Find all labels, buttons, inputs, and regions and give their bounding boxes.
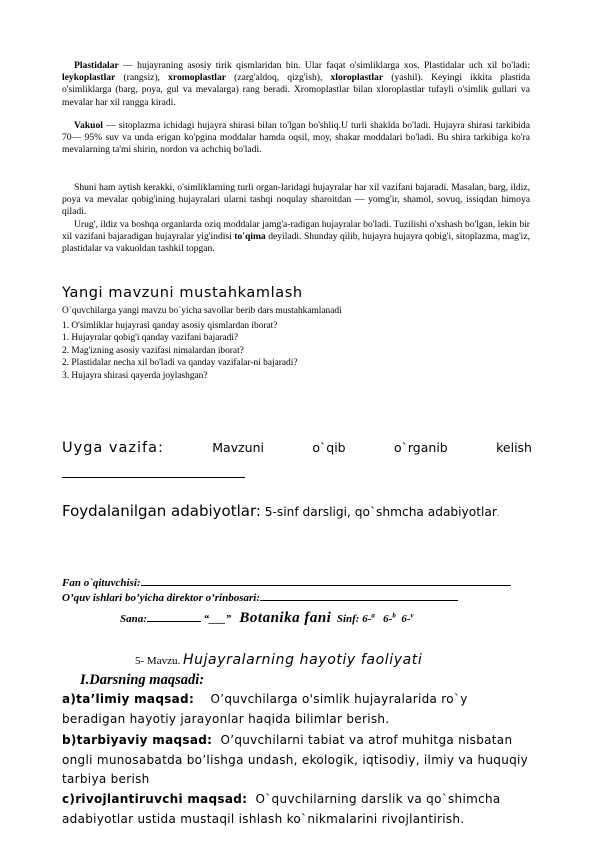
tarbiyaviy-label: b)tarbiyaviy maqsad:: [62, 733, 213, 747]
sinf-label: Sinf:: [336, 613, 360, 625]
uyga-vazifa-word: Mavzuni: [212, 440, 264, 455]
section-heading-yangi-mavzu: Yangi mavzuni mustahkamlash: [62, 285, 303, 301]
fan-oqituvchisi-line: [62, 575, 511, 589]
sana-label: Sana:: [120, 613, 147, 625]
paragraph-text: (zarg'aldoq, qizg'ish),: [226, 72, 331, 84]
paragraph-text: (yashil). Keyingi ikkita plastida o'simliklarga (barg, poya, gul va mevalarga) rang beradi. Xromoplastlar bilan xloroplastlar tufayli o'simlik gullari va mevalar har xil rangga kiradi.: [62, 72, 530, 108]
foydalanilgan-label: Foydalanilgan adabiyotlar:: [62, 502, 261, 520]
paragraph-urug: [62, 219, 530, 256]
question-item: 2. Mag'izning asosiy vazifasi nimalardan iborat?: [62, 345, 244, 356]
uyga-vazifa-word: o`qib: [312, 440, 346, 455]
uyga-vazifa-word: o`rganib: [393, 440, 448, 455]
questions-intro: O`quvchilarga yangi mavzu bo`yicha savollar berib dars mustahkamlanadi: [62, 306, 342, 316]
paragraph-vakuol: [62, 120, 530, 157]
oquv-ishlari-line: [62, 590, 458, 604]
class-b: 6-: [383, 613, 393, 625]
class-a: 6-: [362, 613, 372, 625]
paragraph-shuni: Shuni ham aytish kerakki, o'simliklarning turli organ-laridagi hujayralar har xil vazifani bajaradi. Masalan, barg, ildiz, poya va mevalar qobig'ining hujayralari ularni tashqi noqulay sharoitdan — yomg'ir, shamol, sovuq, issiqdan himoya qiladi.: [62, 182, 530, 218]
questions-list: [62, 320, 298, 382]
uyga-vazifa-line: [62, 440, 532, 456]
paragraph-text: deyiladi. Shunday qilib, hujayra hujayra qobig'i, sitoplazma, mag'iz, plastidalar va vakuoldan tashkil topgan.: [62, 231, 530, 255]
rivojlantiruvchi-text: O`quvchilarning darslik va qo`shimcha adabiyotlar ustida mustaqil ishlash ko`nikmalarini rivojlantirish.: [62, 792, 501, 826]
term-xromoplastlar: xromoplastlar: [168, 72, 227, 84]
talimiy-text: O’quvchilarga o'simlik hujayralarida ro`y beradigan hayotiy jarayonlar haqida bilimlar berish.: [62, 692, 468, 726]
talimiy-maqsad: [62, 690, 532, 729]
class-v: 6-: [401, 613, 411, 625]
question-item: 2. Plastidalar necha xil bo'ladi va qanday vazifalar-ni bajaradi?: [62, 358, 298, 369]
uyga-vazifa-label: Uyga vazifa:: [62, 440, 164, 456]
class-b-sup: b: [392, 611, 396, 620]
class-a-sup: a: [371, 611, 375, 620]
foydalanilgan-adabiyotlar: [62, 500, 532, 525]
question-item: 1. O'simliklar hujayrasi qanday asosiy qismlardan iborat?: [62, 321, 278, 331]
signature-blank: [260, 590, 458, 601]
class-v-sup: v: [410, 611, 414, 620]
tarbiyaviy-maqsad: [62, 731, 532, 790]
date-blank: [147, 611, 201, 622]
paragraph-text: Urug', ildiz va boshqa organlarda oziq moddalar jamg'a-radigan hujayralar bo'ladi. Tuzilishi o'xshash bo'lgan, lekin bir xil vazifani bajaradigan hujayralar yig'indisi: [62, 219, 530, 243]
paragraph-plastidalar: [62, 60, 530, 109]
mavzu-line: [135, 652, 422, 668]
rivojlantiruvchi-label: c)rivojlantiruvchi maqsad:: [62, 792, 248, 806]
uyga-vazifa-word: kelish: [496, 440, 532, 455]
term-xloroplastlar: xloroplastlar: [330, 72, 384, 84]
term-toqima: to'qima: [234, 231, 266, 243]
paragraph-text: (rangsiz),: [115, 72, 169, 84]
foydalanilgan-text: 5-sinf darsligi, qo`shmcha adabiyotlar: [260, 505, 497, 519]
oquv-ishlari-label: O’quv ishlari bo’yicha direktor o’rinbosari:: [62, 592, 261, 604]
darsning-maqsadi-heading: I.Darsning maqsadi:: [80, 672, 205, 688]
question-item: 3. Hujayra shirasi qayerda joylashgan?: [62, 370, 208, 381]
rivojlantiruvchi-maqsad: [62, 790, 532, 829]
term-plastidalar: Plastidalar: [74, 60, 119, 71]
paragraph-text: — hujayraning asosiy tirik qismlaridan bin. Ular faqat o'simliklarga xos. Plastidalar uch xil bo'ladi:: [118, 60, 530, 71]
foydalanilgan-end: .: [496, 509, 500, 518]
mavzu-prefix: 5- Mavzu.: [135, 655, 181, 667]
term-leykoplastlar: leykoplastlar: [62, 72, 116, 84]
paragraph-text: — sitoplazma ichidagi hujayra shirasi bilan to'lgan bo'shliq.U turli shaklda bo'ladi. Hujayra shirasi tarkibida 70— 95% suv va unda erigan ko'pgina moddalar hamda oqsil, moy, shakar moddalari bo'ladi. Bu shira tarkibiga ko'ra mevalarning ta'mi shirin, nordon va achchiq bo'ladi.: [62, 120, 530, 156]
underline-divider: [62, 477, 245, 478]
mavzu-title: Hujayralarning hayotiy faoliyati: [182, 652, 423, 668]
question-item: 1. Hujayralar qobig'i qanday vazifani bajaradi?: [62, 333, 239, 344]
tarbiyaviy-text: O’quvchilarni tabiat va atrof muhitga nisbatan ongli munosabatda bo’lishga undash, ekologik, iqtisodiy, ilmiy va huquqiy tarbiya berish: [62, 733, 529, 786]
signature-blank: [141, 575, 511, 586]
sana-line: [120, 610, 414, 627]
term-vakuol: Vakuol: [74, 120, 103, 131]
talimiy-label: a)ta’limiy maqsad:: [62, 692, 195, 706]
subject-name: Botanika fani: [239, 610, 332, 626]
sana-day: “___”: [203, 613, 232, 625]
fan-oqituvchisi-label: Fan o`qituvchisi:: [62, 577, 141, 589]
